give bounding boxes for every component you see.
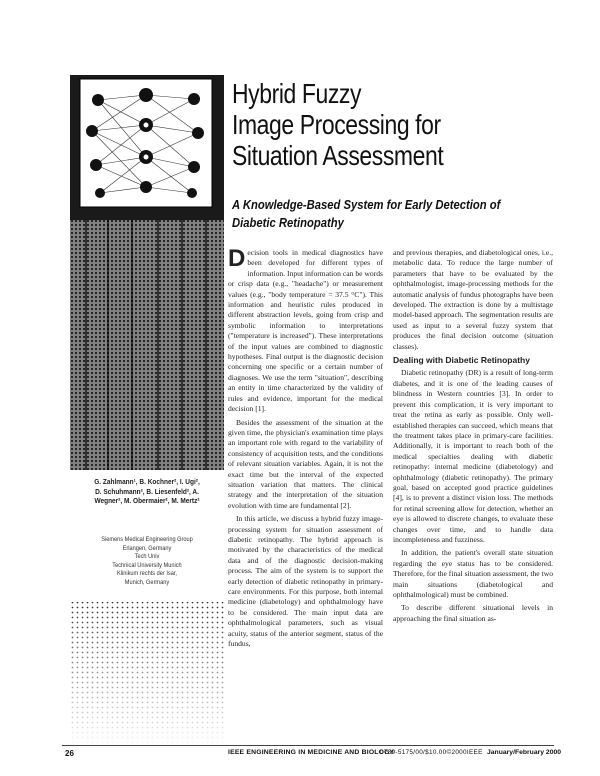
- issn-code: 0739-5175/00/$10.00©2000IEEE: [380, 749, 483, 756]
- body-paragraph: [228, 245, 383, 415]
- body-paragraph: Diabetic retinopathy (DR) is a result of long-term diabetes, and it is one of the leading causes of blindness in Western countries [3]. In order to prevent this complication, it is very important to treat the retina as early as possible. Only well-established therapies can succeed, which means that the treatment takes place in primary-care facilities. Additionally, it is important to reach both of the medical specialties dealing with diabetic retinopathy: internal medicine (diabetology) and ophthalmology (diabetic retinopathy). The primary goal, based on accepted good practice guidelines [4], is to prevent a distinct vision loss. The methods for retinal screening allow for detection, whether an eye is allowed to discrete changes, to evaluate these changes over time, and to handle data incompleteness and fuzziness.: [393, 368, 553, 544]
- sidebar-art-panel: [70, 75, 224, 750]
- author-affiliation: [81, 536, 213, 587]
- title-line: Situation Assessment: [232, 140, 444, 171]
- drop-cap: D: [228, 245, 246, 272]
- journal-name: IEEE ENGINEERING IN MEDICINE AND BIOLOGY: [228, 749, 395, 756]
- affiliation-line: Klinikum rechts der Isar,: [116, 570, 178, 577]
- article-subtitle: [232, 196, 520, 232]
- author-list: [81, 477, 213, 506]
- body-paragraph: In this article, we discuss a hybrid fuzzy image-processing system for situation assessment of diabetic retinopathy. The hybrid approach is motivated by the characteristics of the medical data and of the diagnostic decision-making process. The aim of the system is to support the early detection of diabetic retinopathy in primary-care environments. For this purpose, both internal medicine (diabetology) and ophthalmology have to be considered. The main input data are ophthalmological parameters, such as visual acuity, status of the anterior segment, status of the fundus,: [228, 514, 383, 649]
- body-paragraph: Besides the assessment of the situation at the given time, the physician's examination time plays an important role with regard to the variability of consistency of acquisition tests, and the conditions of relevant situation variables. Again, it is not the exact time but the interval of the expected situation variation that matters. The clinical strategy and the interpretation of the situation evolution with time are fundamental [2].: [228, 417, 383, 510]
- author-line: D. Schuhmann², B. Liesenfeld², A.: [95, 486, 199, 496]
- author-line: G. Zahlmann¹, B. Kochner², I. Ugi²,: [94, 477, 200, 486]
- body-column-left: [228, 245, 383, 738]
- article-title: [232, 78, 503, 171]
- subtitle-line: A Knowledge-Based System for Early Detection of: [232, 198, 501, 212]
- title-line: Hybrid Fuzzy: [232, 78, 362, 109]
- body-paragraph: To describe different situational levels in approaching the final situation as-: [393, 603, 553, 623]
- affiliation-line: Siemens Medical Engineering Group: [101, 536, 193, 543]
- footer-rule: [62, 745, 554, 746]
- page-number: 26: [65, 749, 74, 758]
- neural-network-illustration: [70, 75, 224, 750]
- body-paragraph: In addition, the patient's overall state situation regarding the eye status has to be considered. Therefore, for the final situation assessment, the two main situations (diabetological and ophthalmological) must be combined.: [393, 548, 553, 599]
- affiliation-line: Tech Univ: [134, 553, 160, 560]
- issue-date: January/February 2000: [487, 749, 562, 756]
- body-paragraph: and previous therapies, and diabetological ones, i.e., metabolic data. To reduce the large number of parameters that have to be evaluated by the ophthalmologist, image-processing methods for the automatic analysis of fundus photographs have been developed. The extraction is done by a multistage model-based approach. The segmentation results are used as input to a several fuzzy system that produces the final decision outcome (situation classes).: [393, 248, 553, 351]
- paragraph-text: ecision tools in medical diagnostics have been developed for different types of information. Input information can be words or crisp data (e.g., "headache") or measurement values (e.g., "body temperature = 37.5 °C"). This information and heuristic rules produced in different abstraction levels, going from crisp and symbolic information to interpretations ("temperature is increased"). These interpretations of the input values are combined to diagnostic hypotheses. Final output is the diagnostic decision concerning one specific or a certain number of diagnoses. We use the term "situation", describing an entity in time characterized by the validity of rules and evidence, important for the medical decision [1].: [228, 248, 383, 414]
- author-line: Wegner², M. Obermaier², M. Mertz²: [94, 496, 200, 505]
- subtitle-line: Diabetic Retinopathy: [232, 216, 344, 230]
- affiliation-line: Munich, Germany: [124, 578, 170, 586]
- affiliation-line: Technical University Munich: [112, 561, 182, 569]
- body-column-right: [393, 248, 553, 738]
- section-heading: Dealing with Diabetic Retinopathy: [393, 355, 530, 366]
- title-line: Image Processing for: [232, 109, 441, 140]
- affiliation-line: Erlangen, Germany: [122, 544, 172, 552]
